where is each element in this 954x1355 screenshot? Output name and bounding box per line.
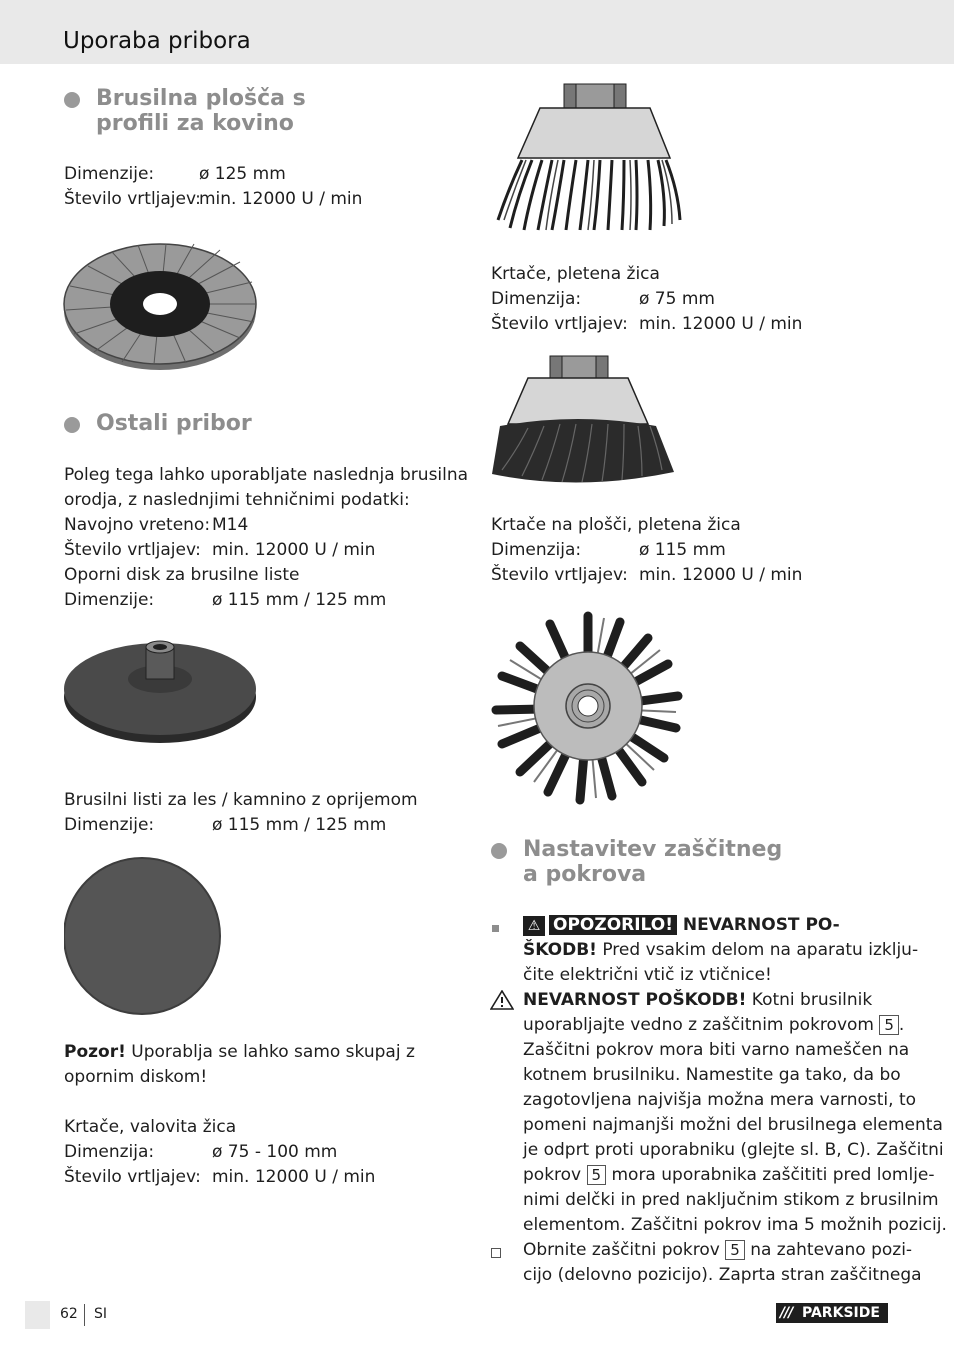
warning-triangle-icon: ⚠ bbox=[523, 916, 545, 936]
warning-line: zagotovljena najvišja možna mera varnosti, to bbox=[523, 1090, 917, 1110]
page-title: Uporaba pribora bbox=[63, 28, 251, 54]
footer-divider bbox=[84, 1304, 85, 1326]
step-line: cijo (delovno pozicijo). Zaprta stran zaščitnega bbox=[523, 1265, 922, 1285]
spec-row: Dimenzija: ø 75 - 100 mm bbox=[64, 1142, 338, 1162]
reference-number: 5 bbox=[725, 1240, 745, 1260]
note-text: opornim diskom! bbox=[64, 1067, 208, 1087]
reference-number: 5 bbox=[879, 1015, 899, 1035]
item-name: Oporni disk za brusilne liste bbox=[64, 565, 300, 585]
page-number: 62 bbox=[60, 1306, 78, 1322]
spec-row: Število vrtljajev: min. 12000 U / min bbox=[491, 314, 803, 334]
page-header bbox=[0, 0, 954, 64]
spec-row: Dimenzija: ø 75 mm bbox=[491, 289, 715, 309]
item-name: Krtače, pletena žica bbox=[491, 264, 660, 284]
warning-line: NEVARNOST POŠKODB! Kotni brusilnik bbox=[523, 990, 873, 1010]
warning-line: pokrov 5 mora uporabnika zaščititi pred lomlje- bbox=[523, 1165, 935, 1185]
item-name: Brusilni listi za les / kamnino z oprijemom bbox=[64, 790, 418, 810]
spec-row: Dimenzija: ø 115 mm bbox=[491, 540, 726, 560]
warning-line: čite električni vtič iz vtičnice! bbox=[523, 965, 772, 985]
warning-line: Zaščitni pokrov mora biti varno nameščen na bbox=[523, 1040, 910, 1060]
language-code: SI bbox=[94, 1306, 108, 1322]
spec-row: Število vrtljajev: min. 12000 U / min bbox=[64, 1167, 376, 1187]
item-name: Krtače na plošči, pletena žica bbox=[491, 515, 741, 535]
spec-row: Število vrtljajev: min. 12000 U / min bbox=[491, 565, 803, 585]
spec-row: Dimenzije: ø 115 mm / 125 mm bbox=[64, 815, 387, 835]
backing-pad-image bbox=[62, 615, 262, 745]
sanding-sheet-image bbox=[64, 856, 224, 1016]
bullet-dot-icon bbox=[491, 843, 507, 859]
list-bullet bbox=[492, 925, 499, 932]
reference-number: 5 bbox=[587, 1165, 607, 1185]
warning-line: nimi delčki in pred naključnim stikom z brusilnim bbox=[523, 1190, 939, 1210]
item-name: Krtače, valovita žica bbox=[64, 1117, 237, 1137]
spec-row: Dimenzije: ø 125 mm bbox=[64, 164, 286, 184]
spec-row: Število vrtljajev:min. 12000 U / min bbox=[64, 189, 363, 209]
warning-line: ŠKODB! Pred vsakim delom na aparatu izklju- bbox=[523, 940, 919, 960]
section-heading-other-accessories: Ostali pribor bbox=[96, 411, 252, 436]
braided-cup-brush-image bbox=[488, 80, 688, 235]
warning-badge: OPOZORILO! bbox=[549, 915, 677, 935]
brand-logo: /// PARKSIDE bbox=[776, 1303, 888, 1323]
flap-disc-image bbox=[62, 230, 262, 375]
step-checkbox-icon bbox=[491, 1248, 501, 1258]
spec-row: Navojno vreteno: M14 bbox=[64, 515, 249, 535]
section-heading-flap-disc: Brusilna plošča s profili za kovino bbox=[96, 86, 306, 136]
step-line: Obrnite zaščitni pokrov 5 na zahtevano pozi- bbox=[523, 1240, 913, 1260]
note-text: Pozor! Uporablja se lahko samo skupaj z bbox=[64, 1042, 415, 1062]
spec-row: Dimenzije: ø 115 mm / 125 mm bbox=[64, 590, 387, 610]
wheel-brush-image bbox=[490, 610, 686, 806]
warning-line: uporabljajte vedno z zaščitnim pokrovom 5 . bbox=[523, 1015, 905, 1035]
footer-marker bbox=[25, 1301, 50, 1329]
warning-line: elementom. Zaščitni pokrov ima 5 možnih pozicij. bbox=[523, 1215, 947, 1235]
warning-line: pomeni najmanjši možni del brusilnega elementa bbox=[523, 1115, 943, 1135]
warning-line: je odprt proti uporabniku (glejte sl. B, C). Zaščitni bbox=[523, 1140, 944, 1160]
warning-line: ⚠ OPOZORILO! NEVARNOST PO- bbox=[523, 913, 840, 938]
intro-text: orodja, z naslednjimi tehničnimi podatki: bbox=[64, 490, 410, 510]
braided-disc-brush-image bbox=[488, 352, 678, 492]
warning-line: kotnem brusilniku. Namestite ga tako, da bo bbox=[523, 1065, 901, 1085]
section-heading-guard-adjustment: Nastavitev zaščitneg a pokrova bbox=[523, 837, 782, 887]
logo-stripes-icon: /// bbox=[780, 1305, 793, 1321]
intro-text: Poleg tega lahko uporabljate naslednja brusilna bbox=[64, 465, 469, 485]
bullet-dot-icon bbox=[64, 417, 80, 433]
bullet-dot-icon bbox=[64, 92, 80, 108]
spec-row: Število vrtljajev: min. 12000 U / min bbox=[64, 540, 376, 560]
warning-triangle-icon bbox=[490, 990, 514, 1010]
